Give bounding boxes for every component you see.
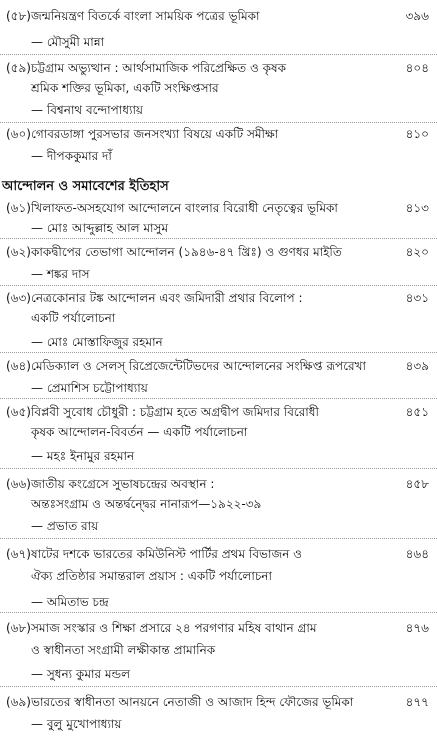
section-heading: আন্দোলন ও সমাবেশের ইতিহাস: [2, 179, 169, 194]
entry-title-line: কাকদ্বীপের তেভাগা আন্দোলন (১৯৪৬-৪৭ খ্রিঃ) ও গুণধর মাইতি: [31, 245, 342, 259]
entry-number: (৬৬): [6, 477, 31, 491]
entry-page-number: ৪৬৪: [405, 547, 429, 561]
entry-number: (৬৭): [6, 547, 31, 561]
entry-title-line: শ্রমিক শক্তির ভূমিকা, একটি সংক্ষিপ্তসার: [31, 81, 219, 95]
entry-author: — দীপককুমার দাঁ: [31, 149, 112, 163]
entry-number: (৬১): [6, 201, 31, 215]
entry-title-line: কৃষক আন্দোলন-বিবর্তন — একটি পর্যালোচনা: [31, 425, 248, 439]
entry-divider: [0, 612, 437, 613]
entry-author: — বিশ্বনাথ বন্দোপাধ্যায়: [31, 103, 143, 117]
entry-title-line: জাতীয় কংগ্রেসে সুভাষচন্দ্রের অবস্থান :: [31, 477, 215, 491]
entry-page-number: ৪৭৭: [405, 695, 429, 709]
entry-divider: [0, 122, 437, 123]
entry-title-line: চট্টগ্রাম অভ্যুত্থান : আর্থসামাজিক পরিপ্রেক্ষিত ও কৃষক: [31, 61, 286, 75]
entry-divider: [0, 538, 437, 539]
entry-page-number: ৪৫১: [405, 405, 429, 419]
entry-title-line: একটি পর্যালোচনা: [31, 311, 116, 325]
entry-title-line: ও স্বাধীনতা সংগ্রামী লক্ষীকান্ত প্রামানিক: [31, 643, 216, 657]
entry-author: — শঙ্কর দাস: [31, 267, 90, 281]
entry-title-line: ঐক্য প্রতিষ্ঠার সমান্তরাল প্রয়াস : একটি পর্যালোচনা: [31, 569, 272, 583]
entry-title-line: নেত্রকোনার টঙ্ক আন্দোলন এবং জমিদারী প্রথার বিলোপ :: [31, 291, 303, 305]
entry-title-line: মেডিক্যাল ও সেলস্ রিপ্রেজেন্টেটিভদের আন্দোলনের সংক্ষিপ্ত রূপরেখা: [31, 359, 366, 373]
entry-author: — অমিতাভ চন্দ্র: [31, 595, 109, 609]
entry-number: (৬৪): [6, 359, 31, 373]
entry-divider: [0, 285, 437, 286]
entry-page-number: ৪২০: [405, 245, 429, 259]
entry-page-number: ৪১৩: [405, 201, 429, 215]
entry-number: (৬৯): [6, 695, 31, 709]
entry-author: — মোঃ আব্দুল্লাহ আল মাসুম: [31, 221, 169, 235]
entry-number: (৫৮): [6, 9, 31, 23]
entry-title-line: ষাটের দশকে ভারতের কমিউনিস্ট পার্টির প্রথম বিভাজন ও: [31, 547, 303, 561]
entry-divider: [0, 54, 437, 55]
entry-author: — প্রেমাশিস চট্টোপাধ্যায়: [31, 381, 148, 395]
entry-title-line: অন্তঃসংগ্রাম ও অন্তর্দ্বন্দ্বের নানারূপ—১৯২২-৩৯: [31, 497, 262, 511]
entry-author: — মোঃ মোস্তাফিজুর রহমান: [31, 335, 163, 349]
entry-page-number: ৪৭৬: [405, 621, 429, 635]
entry-number: (৬৩): [6, 291, 31, 305]
entry-divider: [0, 468, 437, 469]
entry-divider: [0, 686, 437, 687]
entry-page-number: ৪০৪: [405, 61, 429, 75]
entry-page-number: ৩৯৬: [405, 9, 429, 23]
entry-number: (৫৯): [6, 61, 31, 75]
entry-page-number: ৪১০: [405, 127, 429, 141]
entry-author: — সুধন্য কুমার মন্ডল: [31, 667, 131, 681]
entry-author: — বুলু মুখোপাধ্যায়: [31, 717, 122, 731]
entry-number: (৬২): [6, 245, 31, 259]
entry-divider: [0, 352, 437, 353]
entry-divider: [0, 398, 437, 399]
entry-author: — মহঃ ইনামুর রহমান: [31, 449, 135, 463]
entry-number: (৬০): [6, 127, 31, 141]
entry-page-number: ৪৩১: [405, 291, 429, 305]
entry-title-line: জন্মনিয়ন্ত্রণ বিতর্কে বাংলা সাময়িক পত্রের ভূমিকা: [31, 9, 260, 23]
entry-title-line: খিলাফত-অসহযোগ আন্দোলনে বাংলার বিরোধী নেতৃত্বের ভূমিকা: [31, 201, 338, 215]
entry-author: — মৌসুমী মান্না: [31, 35, 105, 49]
entry-divider: [0, 238, 437, 239]
entry-page-number: ৪৩৯: [405, 359, 429, 373]
entry-title-line: ভারতের স্বাধীনতা আনয়নে নেতাজী ও আজাদ হিন্দ ফৌজের ভূমিকা: [31, 695, 354, 709]
entry-page-number: ৪৫৮: [405, 477, 429, 491]
entry-author: — প্রভাত রায়: [31, 519, 99, 533]
entry-number: (৬৫): [6, 405, 31, 419]
entry-title-line: বিপ্লবী সুবোধ চৌধুরী : চট্টগ্রাম হতে অগ্রদ্বীপ জমিদার বিরোধী: [31, 405, 319, 419]
entry-title-line: গোবরডাঙ্গা পুরসভার জনসংখ্যা বিষয়ে একটি সমীক্ষা: [31, 127, 279, 141]
entry-number: (৬৮): [6, 621, 31, 635]
entry-title-line: সমাজ সংস্কার ও শিক্ষা প্রসারে ২৪ পরগণার মহিষ বাথান গ্রাম: [31, 621, 317, 635]
